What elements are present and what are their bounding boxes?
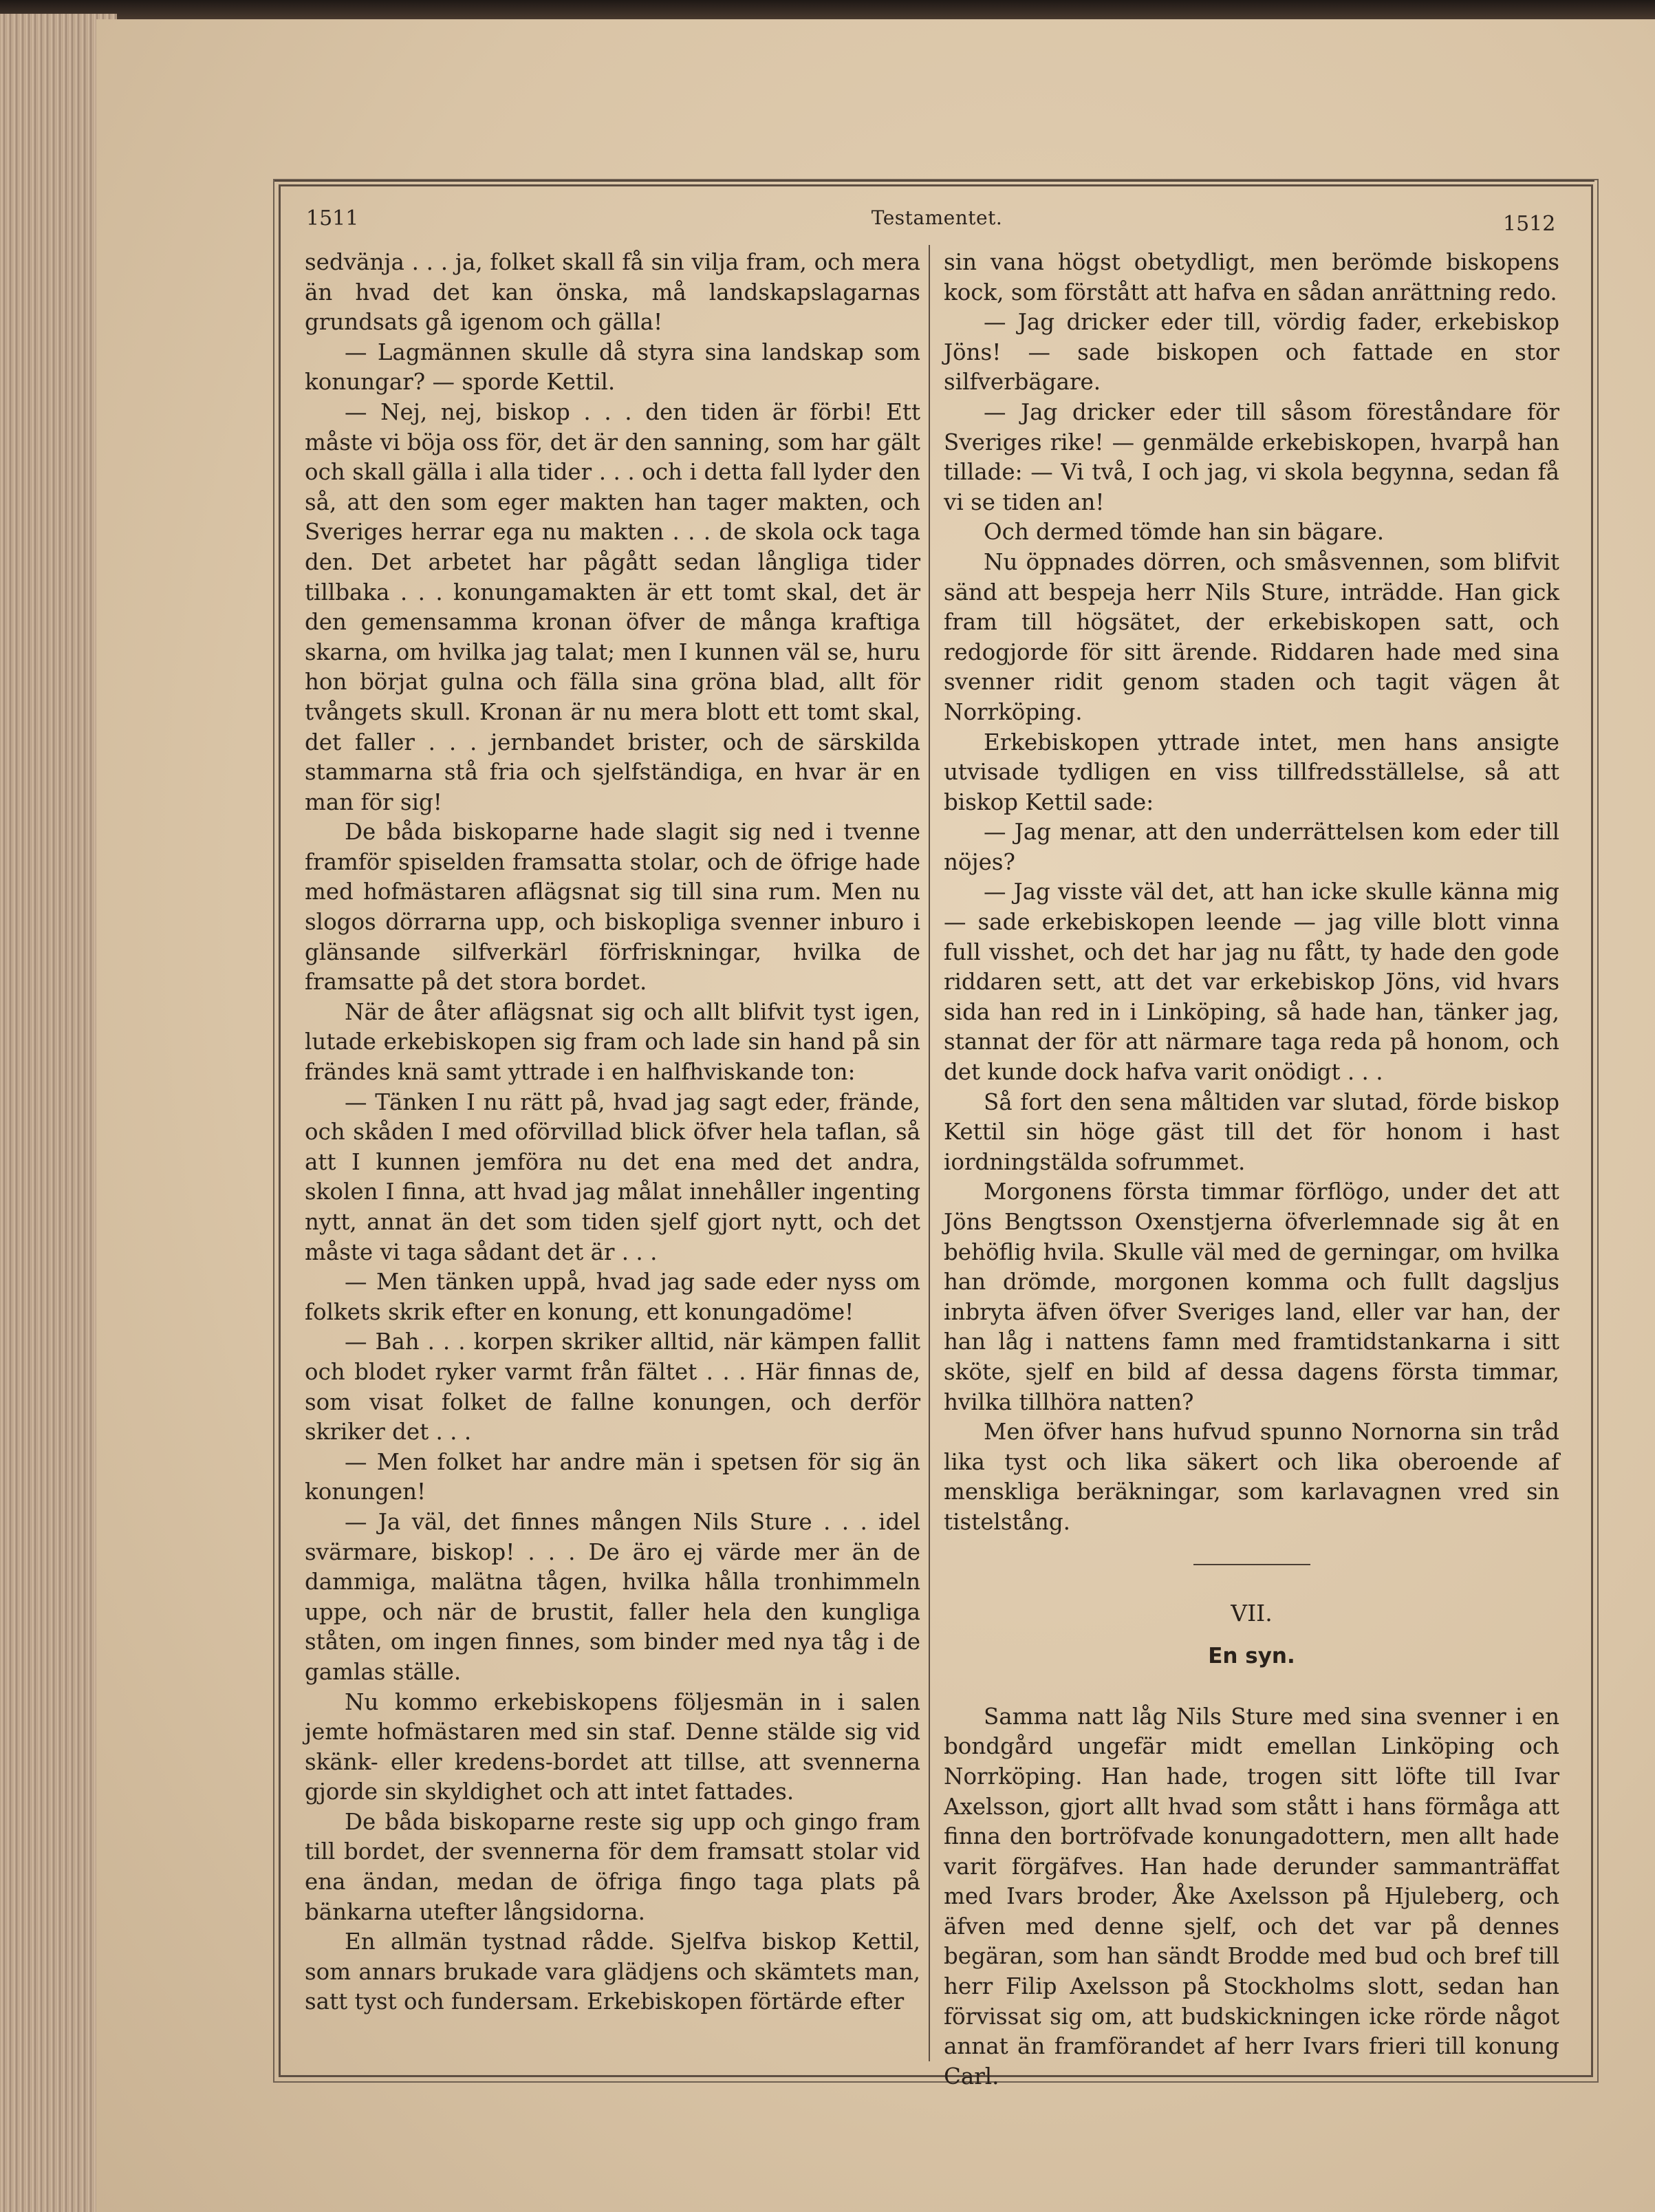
paragraph: — Jag dricker eder till, vördig fader, erkebiskop Jöns! — sade biskopen och fattade en stor silfverbägare. <box>944 309 1559 396</box>
left-column <box>305 248 920 2017</box>
running-title: Testamentet. <box>871 206 1003 229</box>
paragraph: Men öfver hans hufvud spunno Nornorna sin tråd lika tyst och lika säkert och lika oberoende af menskliga beräkningar, som karlavagnen vred sin tistelstång. <box>944 1419 1559 1535</box>
right-column-top <box>944 248 1559 1538</box>
top-rule <box>274 179 1594 182</box>
page-number-right: 1512 <box>1503 212 1556 236</box>
paragraph: De båda biskoparne reste sig upp och gingo fram till bordet, der svennerna för dem framsatt stolar vid ena ändan, medan de öfriga fingo taga plats på bänkarna utefter långsidorna. <box>305 1808 920 1925</box>
paragraph: När de åter aflägsnat sig och allt blifvit tyst igen, lutade erkebiskopen sig fram och lade sin hand på sin frändes knä samt yttrade i en halfhviskande ton: <box>305 998 920 1086</box>
paragraph: — Jag menar, att den underrättelsen kom eder till nöjes? <box>944 819 1559 875</box>
right-column <box>944 248 1559 2092</box>
paragraph: — Ja väl, det finnes mången Nils Sture . . . idel svärmare, biskop! . . . De äro ej värde mer än de dammiga, malätna tågen, hvilka hålla tronhimmeln uppe, och när de brustit, faller hela den kungliga ståten, om ingen finnes, som binder med nya tåg i de gamlas ställe. <box>305 1508 920 1685</box>
paragraph: — Tänken I nu rätt på, hvad jag sagt eder, frände, och skåden I med oförvillad blick öfver hela taflan, så att I kunnen jemföra nu det ena med det andra, skolen I finna, att hvad jag målat innehåller ingenting nytt, annat än det som tiden sjelf gjort nytt, och det måste vi taga sådant det är . . . <box>305 1088 920 1265</box>
paragraph: sin vana högst obetydligt, men berömde biskopens kock, som förstått att hafva en sådan anrättning redo. <box>944 249 1559 305</box>
page-number-left: 1511 <box>306 206 359 230</box>
paragraph: sedvänja . . . ja, folket skall få sin vilja fram, och mera än hvad det kan önska, må landskapslagarnas grundsats gå igenom och gälla! <box>305 249 920 336</box>
paragraph: — Men folket har andre män i spetsen för sig än konungen! <box>305 1448 920 1505</box>
paragraph: Nu öppnades dörren, och småsvennen, som blifvit sänd att bespeja herr Nils Sture, inträdde. Han gick fram till högsätet, der erkebiskopen satt, och redogjorde för sitt ärende. Riddaren hade med sina svenner ridit genom staden och tagit vägen åt Norrköping. <box>944 548 1559 725</box>
paragraph: Och dermed tömde han sin bägare. <box>984 519 1385 546</box>
paragraph: Morgonens första timmar förflögo, under det att Jöns Bengtsson Oxenstjerna öfverlemnade sig åt en behöflig hvila. Skulle väl med de gerningar, om hvilka han drömde, morgonen komma och fullt dagsljus inbryta äfven öfver Sveriges land, eller var han, der han låg i nattens famn med framtidstankarna i sitt sköte, sjelf en bild af dessa dagens första timmar, hvilka tillhöra natten? <box>944 1179 1559 1415</box>
paragraph: De båda biskoparne hade slagit sig ned i tvenne framför spiselden framsatta stolar, och de öfrige hade med hofmästaren aflägsnat sig till sina rum. Men nu slogos dörrarna upp, och biskopliga svenner inburo i glänsande silfverkärl förfriskningar, hvilka de framsatte på det stora bordet. <box>305 819 920 996</box>
chapter-title: En syn. <box>1208 1644 1295 1669</box>
paragraph: — Lagmännen skulle då styra sina landskap som konungar? — sporde Kettil. <box>305 339 920 396</box>
column-divider <box>929 245 930 2061</box>
paragraph: — Jag dricker eder till såsom föreståndare för Sveriges rike! — genmälde erkebiskopen, hvarpå han tillade: — Vi två, I och jag, vi skola begynna, sedan få vi se tiden an! <box>944 398 1559 515</box>
paragraph: — Bah . . . korpen skriker alltid, när kämpen fallit och blodet ryker varmt från fältet . . . Här finnas de, som visat folket de fallne konungen, och derför skriker det . . . <box>305 1329 920 1446</box>
chapter-number: VII. <box>1231 1599 1273 1626</box>
paragraph: — Jag visste väl det, att han icke skulle känna mig — sade erkebiskopen leende — jag ville blott vinna full visshet, och det har jag nu fått, ty hade den gode riddaren sett, att det var erkebiskop Jöns, vid hvars sida han red in i Linköping, så hade han, tänker jag, stannat der för att närmare taga reda på honom, och det kunde dock hafva varit onödigt . . . <box>944 879 1559 1086</box>
paragraph: Samma natt låg Nils Sture med sina svenner i en bondgård ungefär midt emellan Linköping och Norrköping. Han hade, trogen sitt löfte till Ivar Axelsson, gjort allt hvad som stått i hans förmåga att finna den bortröfvade konungadottern, men allt hade varit förgäfves. Han hade derunder sammanträffat med Ivars broder, Åke Axelsson på Hjuleberg, och äfven med denne sjelf, och det var på dennes begäran, som han sändt Brodde med bud och bref till herr Filip Axelsson på Stockholms slott, sedan han förvissat sig om, att budskickningen icke rörde något annat än framförandet af herr Ivars frieri till konung Carl. <box>944 1703 1559 2090</box>
paragraph: En allmän tystnad rådde. Sjelfva biskop Kettil, som annars brukade vara glädjens och skämtets man, satt tyst och fundersam. Erkebiskopen förtärde efter <box>305 1929 920 2015</box>
paragraph: Erkebiskopen yttrade intet, men hans ansigte utvisade tydligen en viss tillfredsställelse, så att biskop Kettil sade: <box>944 729 1559 815</box>
paragraph: — Men tänken uppå, hvad jag sade eder nyss om folkets skrik efter en konung, ett konungadöme! <box>305 1269 920 1325</box>
paragraph: Nu kommo erkebiskopens följesmän in i salen jemte hofmästaren med sin staf. Denne stälde sig vid skänk- eller kredens-bordet att tillse, att svennerna gjorde sin skyldighet och att intet fattades. <box>305 1688 920 1805</box>
paragraph: — Nej, nej, biskop . . . den tiden är förbi! Ett måste vi böja oss för, det är den sanning, som har gält och skall gälla i alla tider . . . och i detta fall lyder den så, att den som eger makten han tager makten, och Sveriges herrar ega nu makten . . . de skola ock taga den. Det arbetet har pågått sedan långliga tider tillbaka . . . konungamakten är ett tomt skal, det är den gemensamma kronan öfver de många kraftiga skarna, om hvilka jag talat; men I kunnen väl se, huru hon börjat gulna och fälla sina gröna blad, allt för tvångets skull. Kronan är nu mera blott ett tomt skal, det faller . . . jernbandet brister, och de särskilda stammarna stå fria och sjelfständiga, en hvar är en man för sig! <box>305 398 920 815</box>
section-separator <box>1193 1564 1310 1565</box>
right-column-bottom <box>944 1702 1559 2092</box>
paragraph: Så fort den sena måltiden var slutad, förde biskop Kettil sin höge gäst till det för honom i hast iordningstälda sofrummet. <box>944 1088 1559 1175</box>
